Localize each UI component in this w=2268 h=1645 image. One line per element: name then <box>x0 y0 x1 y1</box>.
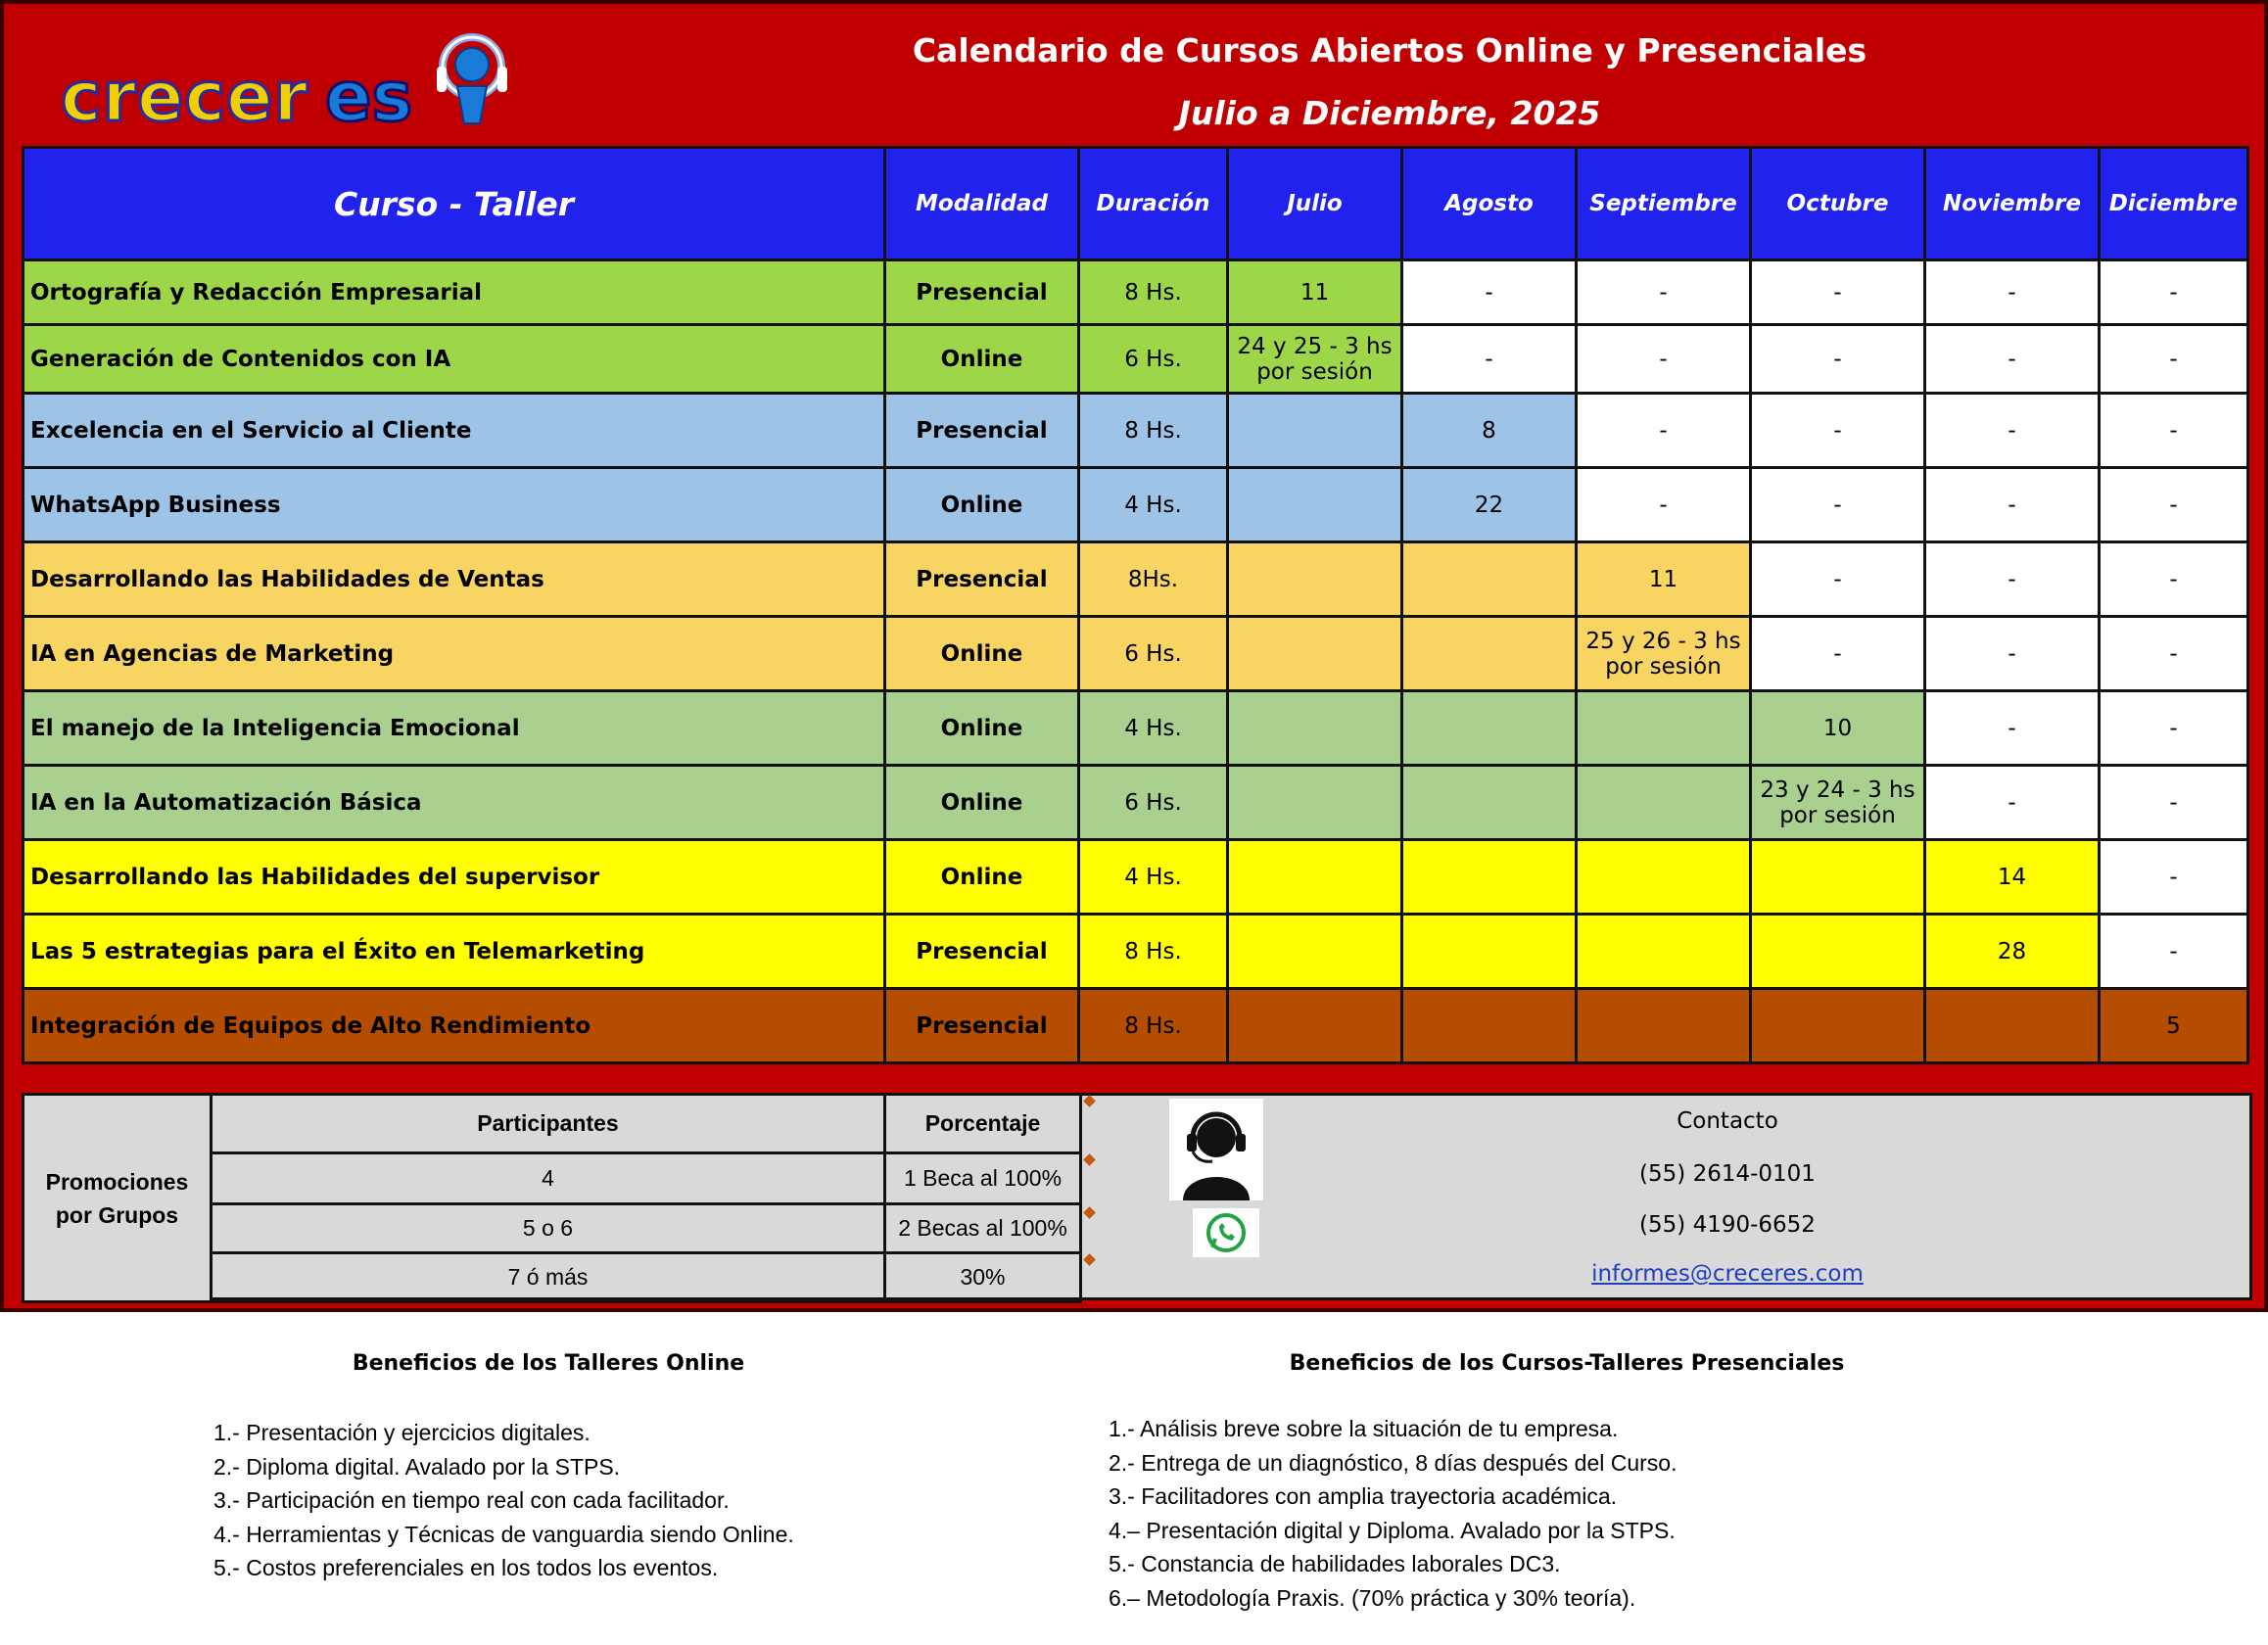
benefit-item: 2.- Diploma digital. Avalado por la STPS. <box>213 1453 621 1480</box>
svg-text:crecer: crecer <box>61 57 308 130</box>
month-cell <box>1402 766 1577 840</box>
month-cell: - <box>1925 766 2100 840</box>
presencial-benefits-list <box>1109 1412 1677 1615</box>
modality-cell: Presencial <box>885 915 1079 989</box>
month-cell <box>1402 840 1577 915</box>
duration-cell: 8Hs. <box>1079 542 1228 617</box>
month-cell: - <box>2100 325 2248 394</box>
month-cell: 25 y 26 - 3 hs por sesión <box>1577 617 1751 691</box>
benefit-item: 4.– Presentación digital y Diploma. Avalado por la STPS. <box>1109 1517 1676 1543</box>
month-cell <box>1228 394 1402 468</box>
course-name-cell: IA en la Automatización Básica <box>24 766 885 840</box>
month-cell <box>1577 915 1751 989</box>
modality-cell: Online <box>885 766 1079 840</box>
table-row <box>24 989 2248 1063</box>
month-cell: - <box>1402 260 1577 325</box>
month-cell: - <box>1925 617 2100 691</box>
month-cell: - <box>1751 617 1925 691</box>
column-header: Duración <box>1079 148 1228 260</box>
contact-email-link[interactable]: informes@creceres.com <box>1591 1261 1864 1287</box>
month-cell: - <box>1577 468 1751 542</box>
online-benefits-list <box>213 1416 794 1585</box>
month-cell <box>1228 617 1402 691</box>
promotions-panel <box>22 1093 2252 1300</box>
month-cell: - <box>2100 542 2248 617</box>
month-cell <box>1577 691 1751 766</box>
benefit-item: 5.- Constancia de habilidades laborales DC3. <box>1109 1551 1561 1576</box>
duration-cell: 4 Hs. <box>1079 468 1228 542</box>
participants-cell: 7 ó más <box>212 1253 885 1302</box>
month-cell: - <box>1925 325 2100 394</box>
month-cell: 23 y 24 - 3 hs por sesión <box>1751 766 1925 840</box>
month-cell <box>1402 542 1577 617</box>
course-name-cell: Desarrollando las Habilidades de Ventas <box>24 542 885 617</box>
month-cell <box>1228 766 1402 840</box>
month-cell: - <box>2100 468 2248 542</box>
month-cell: - <box>2100 840 2248 915</box>
contact-phone-1: (55) 2614-0101 <box>1639 1161 1816 1187</box>
table-row <box>24 840 2248 915</box>
month-cell: - <box>1925 468 2100 542</box>
promotions-table <box>22 1093 1082 1303</box>
month-cell: 24 y 25 - 3 hs por sesión <box>1228 325 1402 394</box>
column-header: Septiembre <box>1577 148 1751 260</box>
month-cell: - <box>1751 542 1925 617</box>
month-cell <box>1402 989 1577 1063</box>
month-cell: 8 <box>1402 394 1577 468</box>
course-name-cell: WhatsApp Business <box>24 468 885 542</box>
duration-cell: 6 Hs. <box>1079 766 1228 840</box>
table-row <box>24 468 2248 542</box>
column-header: Agosto <box>1402 148 1577 260</box>
month-cell: 10 <box>1751 691 1925 766</box>
month-cell: - <box>1577 325 1751 394</box>
month-cell <box>1402 691 1577 766</box>
month-cell: - <box>1751 260 1925 325</box>
course-name-cell: Las 5 estrategias para el Éxito en Telemarketing <box>24 915 885 989</box>
table-row <box>24 325 2248 394</box>
month-cell: - <box>1402 325 1577 394</box>
month-cell: - <box>2100 617 2248 691</box>
month-cell: 28 <box>1925 915 2100 989</box>
table-row <box>24 617 2248 691</box>
column-header: Julio <box>1228 148 1402 260</box>
course-name-cell: Ortografía y Redacción Empresarial <box>24 260 885 325</box>
online-benefits-title: Beneficios de los Talleres Online <box>352 1351 745 1376</box>
percentage-cell: 2 Becas al 100% <box>885 1204 1081 1253</box>
page-subtitle: Julio a Diciembre, 2025 <box>1178 94 1601 132</box>
table-row <box>24 542 2248 617</box>
month-cell <box>1228 691 1402 766</box>
modality-cell: Presencial <box>885 989 1079 1063</box>
month-cell <box>1751 915 1925 989</box>
column-header: Diciembre <box>2100 148 2248 260</box>
course-name-cell: Integración de Equipos de Alto Rendimiento <box>24 989 885 1063</box>
benefit-item: 2.- Entrega de un diagnóstico, 8 días después del Curso. <box>1109 1449 1677 1476</box>
month-cell <box>1402 617 1577 691</box>
whatsapp-icon[interactable] <box>1193 1208 1259 1257</box>
modality-cell: Presencial <box>885 542 1079 617</box>
month-cell: - <box>1925 542 2100 617</box>
benefit-item: 3.- Facilitadores con amplia trayectoria académica. <box>1109 1483 1618 1509</box>
duration-cell: 6 Hs. <box>1079 325 1228 394</box>
percentage-cell: 1 Beca al 100% <box>885 1153 1081 1204</box>
presencial-benefits-title: Beneficios de los Cursos-Talleres Presenciales <box>1289 1351 1845 1376</box>
month-cell <box>1577 989 1751 1063</box>
course-name-cell: Excelencia en el Servicio al Cliente <box>24 394 885 468</box>
headset-agent-icon <box>1169 1099 1263 1200</box>
course-name-cell: IA en Agencias de Marketing <box>24 617 885 691</box>
month-cell: - <box>1925 394 2100 468</box>
promotions-label: Promociones por Grupos <box>24 1095 212 1302</box>
month-cell <box>1228 915 1402 989</box>
month-cell: - <box>1925 260 2100 325</box>
duration-cell: 8 Hs. <box>1079 394 1228 468</box>
duration-cell: 4 Hs. <box>1079 840 1228 915</box>
table-row <box>24 915 2248 989</box>
month-cell <box>1402 915 1577 989</box>
schedule-table <box>22 146 2249 1064</box>
logo-graphic <box>61 27 521 130</box>
participants-cell: 4 <box>212 1153 885 1204</box>
benefit-item: 6.– Metodología Praxis. (70% práctica y 30% teoría). <box>1109 1584 1636 1611</box>
month-cell: - <box>1577 260 1751 325</box>
table-row <box>24 394 2248 468</box>
month-cell <box>1228 468 1402 542</box>
benefit-item: 4.- Herramientas y Técnicas de vanguardia siendo Online. <box>213 1521 794 1547</box>
column-header: Modalidad <box>885 148 1079 260</box>
percentage-cell: 30% <box>885 1253 1081 1302</box>
participants-cell: 5 o 6 <box>212 1204 885 1253</box>
month-cell: 22 <box>1402 468 1577 542</box>
modality-cell: Online <box>885 691 1079 766</box>
month-cell <box>1751 840 1925 915</box>
duration-cell: 4 Hs. <box>1079 691 1228 766</box>
course-name-cell: Generación de Contenidos con IA <box>24 325 885 394</box>
month-cell <box>1577 766 1751 840</box>
modality-cell: Online <box>885 617 1079 691</box>
modality-cell: Online <box>885 468 1079 542</box>
month-cell: - <box>1577 394 1751 468</box>
table-row <box>24 260 2248 325</box>
month-cell: - <box>1751 325 1925 394</box>
duration-cell: 8 Hs. <box>1079 260 1228 325</box>
month-cell: 14 <box>1925 840 2100 915</box>
modality-cell: Presencial <box>885 260 1079 325</box>
benefit-item: 5.- Costos preferenciales en los todos los eventos. <box>213 1555 719 1580</box>
duration-cell: 6 Hs. <box>1079 617 1228 691</box>
month-cell <box>1228 989 1402 1063</box>
month-cell <box>1228 840 1402 915</box>
month-cell: - <box>2100 691 2248 766</box>
month-cell: 5 <box>2100 989 2248 1063</box>
month-cell: - <box>1925 691 2100 766</box>
course-name-cell: El manejo de la Inteligencia Emocional <box>24 691 885 766</box>
table-row <box>24 691 2248 766</box>
contact-phone-2: (55) 4190-6652 <box>1639 1212 1816 1238</box>
creceres-logo <box>61 27 521 130</box>
contact-title: Contacto <box>1677 1108 1778 1134</box>
month-cell <box>1925 989 2100 1063</box>
month-cell: - <box>1751 468 1925 542</box>
svg-text:es: es <box>325 57 413 130</box>
benefit-item: 3.- Participación en tiempo real con cada facilitador. <box>213 1487 730 1513</box>
month-cell <box>1751 989 1925 1063</box>
month-cell: - <box>2100 766 2248 840</box>
column-header: Noviembre <box>1925 148 2100 260</box>
benefit-item: 1.- Análisis breve sobre la situación de tu empresa. <box>1109 1416 1619 1441</box>
promotions-header: Porcentaje <box>885 1095 1081 1153</box>
modality-cell: Presencial <box>885 394 1079 468</box>
month-cell: - <box>2100 394 2248 468</box>
promotions-header: Participantes <box>212 1095 885 1153</box>
duration-cell: 8 Hs. <box>1079 915 1228 989</box>
month-cell: 11 <box>1577 542 1751 617</box>
benefit-item: 1.- Presentación y ejercicios digitales. <box>213 1420 591 1445</box>
schedule-header-row <box>24 148 2248 260</box>
month-cell <box>1228 542 1402 617</box>
month-cell <box>1577 840 1751 915</box>
month-cell: 11 <box>1228 260 1402 325</box>
course-name-cell: Desarrollando las Habilidades del supervisor <box>24 840 885 915</box>
page-title: Calendario de Cursos Abiertos Online y Presenciales <box>912 31 1867 70</box>
month-cell: - <box>2100 915 2248 989</box>
month-cell: - <box>2100 260 2248 325</box>
modality-cell: Online <box>885 840 1079 915</box>
column-header: Curso - Taller <box>24 148 885 260</box>
table-row <box>24 766 2248 840</box>
duration-cell: 8 Hs. <box>1079 989 1228 1063</box>
column-header: Octubre <box>1751 148 1925 260</box>
modality-cell: Online <box>885 325 1079 394</box>
month-cell: - <box>1751 394 1925 468</box>
